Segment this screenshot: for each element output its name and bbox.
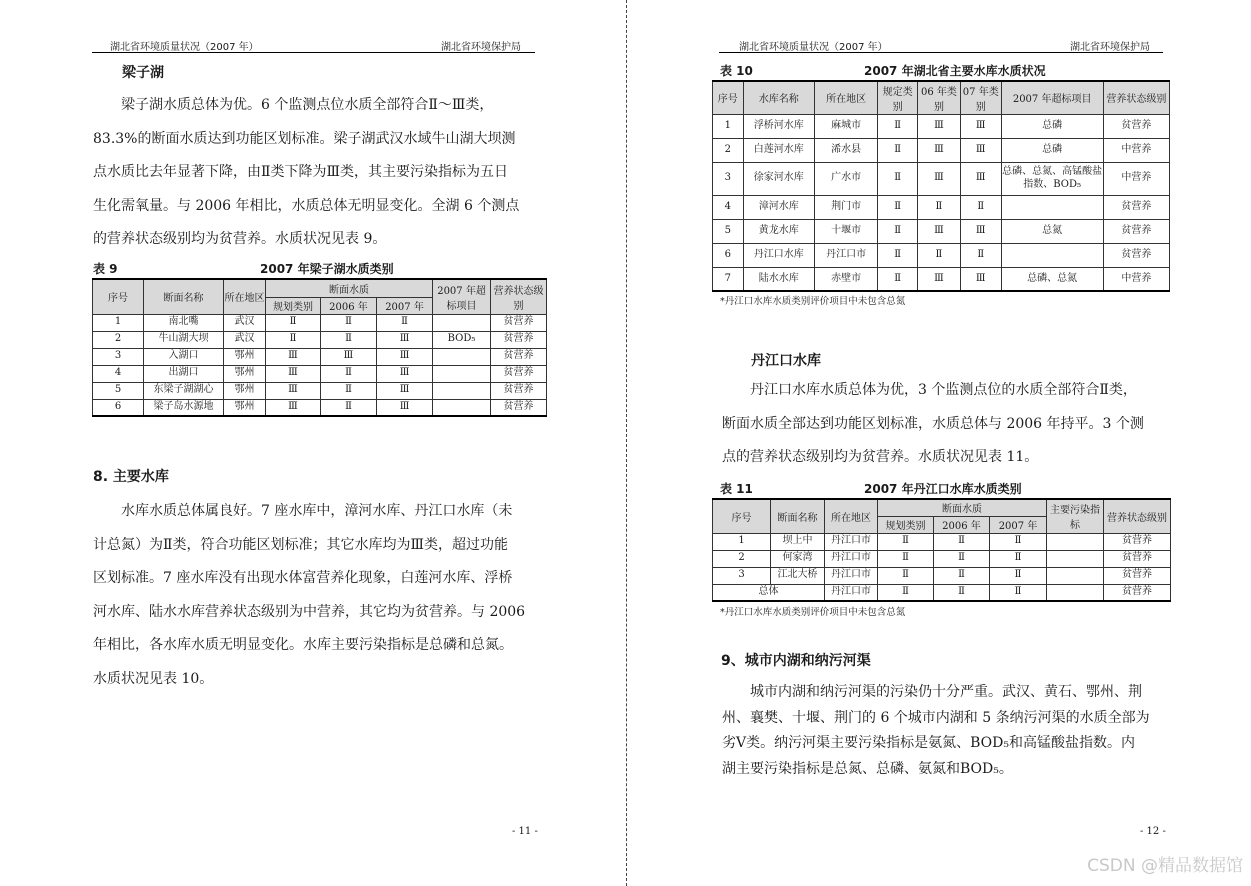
section-title-danjiangkou: 丹江口水库	[751, 353, 821, 369]
table-cell: 贫营养	[1103, 195, 1169, 219]
col-header-exceed: 2007 年超标项目	[433, 279, 491, 314]
table-cell: 梁子岛水源地	[144, 399, 224, 416]
table-9-title: 2007 年梁子湖水质类别	[260, 262, 394, 276]
table-cell: 白莲河水库	[743, 138, 814, 162]
table-cell	[433, 382, 491, 399]
table-cell	[1047, 584, 1104, 601]
table-cell: 贫营养	[491, 314, 547, 331]
table-cell: Ⅲ	[377, 382, 433, 399]
col-header-seq: 序号	[713, 81, 744, 114]
table-11	[712, 498, 1171, 602]
page-divider	[626, 0, 627, 886]
table-cell: Ⅱ	[934, 550, 990, 567]
table-cell: Ⅱ	[960, 195, 1001, 219]
section-title-reservoirs: 8. 主要水库	[93, 469, 169, 485]
paragraph-danjiangkou	[722, 374, 1166, 475]
table-cell: Ⅲ	[918, 138, 961, 162]
table-cell: Ⅲ	[266, 348, 321, 365]
header-rule	[719, 52, 1163, 53]
table-cell: Ⅱ	[934, 533, 990, 550]
table-cell: Ⅲ	[266, 365, 321, 382]
col-header-quality: 断面水质	[878, 499, 1047, 516]
text-line: 年相比，各水库水质无明显变化。水库主要污染指标是总磷和总氮。	[93, 637, 513, 653]
table-cell: 徐家河水库	[743, 162, 814, 195]
text-line: 点水质比去年显著下降，由Ⅱ类下降为Ⅲ类，其主要污染指标为五日	[93, 164, 509, 180]
table-cell: 1	[713, 533, 771, 550]
col-header-trophic: 营养状态级别	[491, 279, 547, 314]
table-cell: Ⅱ	[960, 243, 1001, 267]
table-cell: Ⅱ	[934, 584, 990, 601]
table-cell: 3	[713, 162, 744, 195]
table-cell: 十堰市	[815, 219, 878, 243]
table-cell: Ⅱ	[878, 267, 918, 291]
table-cell: 何家湾	[771, 550, 825, 567]
table-cell: Ⅲ	[377, 399, 433, 416]
col-header-seq: 序号	[713, 499, 771, 533]
table-cell: 贫营养	[1103, 243, 1169, 267]
page-number: - 12 -	[1140, 826, 1166, 837]
table-cell: 广水市	[815, 162, 878, 195]
table-row	[713, 533, 1171, 550]
col-header-area: 所在地区	[224, 279, 266, 314]
table-cell: 中营养	[1103, 162, 1169, 195]
table-row	[713, 195, 1170, 219]
table-11-title: 2007 年丹江口水库水质类别	[864, 482, 1022, 496]
table-row	[713, 114, 1170, 138]
table-cell: Ⅱ	[321, 331, 377, 348]
text-line: 83.3%的断面水质达到功能区划标准。梁子湖武汉水域牛山湖大坝测	[93, 130, 516, 147]
text-line: 丹江口水库水质总体为优，3 个监测点位的水质全部符合Ⅱ类，	[750, 382, 1137, 398]
table-cell: Ⅱ	[990, 584, 1047, 601]
col-header-quality: 断面水质	[266, 279, 433, 297]
table-cell: Ⅱ	[878, 195, 918, 219]
table-cell: 贫营养	[491, 382, 547, 399]
text-line: 州、襄樊、十堰、荆门的 6 个城市内湖和 5 条纳污河渠的水质全部为	[722, 709, 1150, 726]
table-cell: 2	[713, 138, 744, 162]
table-cell: Ⅲ	[377, 331, 433, 348]
table-cell: Ⅱ	[878, 533, 934, 550]
col-header-trophic: 营养状态级别	[1104, 499, 1171, 533]
table-cell: 坝上中	[771, 533, 825, 550]
table-9-label: 表 9	[93, 262, 118, 276]
table-cell	[1001, 243, 1103, 267]
table-cell: Ⅱ	[321, 382, 377, 399]
table-row	[713, 550, 1171, 567]
text-line: 水库水质总体属良好。7 座水库中，漳河水库、丹江口水库（未	[121, 503, 513, 519]
table-cell: BOD₅	[433, 331, 491, 348]
col-header-name: 断面名称	[771, 499, 825, 533]
header-title: 湖北省环境质量状况（2007 年）	[110, 42, 259, 53]
col-header-06: 06 年类别	[918, 81, 961, 114]
header-title: 湖北省环境质量状况（2007 年）	[739, 42, 888, 53]
text-line: 断面水质全部达到功能区划标准，水质总体与 2006 年持平。3 个测	[722, 415, 1144, 432]
table-cell: Ⅲ	[377, 348, 433, 365]
table-cell	[1001, 195, 1103, 219]
text-line: 区划标准。7 座水库没有出现水体富营养化现象，白莲河水库、浮桥	[93, 570, 513, 586]
table-cell: Ⅲ	[960, 267, 1001, 291]
table-row	[93, 314, 547, 331]
col-header-area: 所在地区	[815, 81, 878, 114]
table-row	[93, 365, 547, 382]
table-row	[713, 138, 1170, 162]
table-cell: Ⅲ	[918, 267, 961, 291]
table-row	[713, 219, 1170, 243]
table-cell: 5	[713, 219, 744, 243]
col-header-2007: 2007 年	[990, 516, 1047, 533]
table-cell: 丹江口市	[815, 243, 878, 267]
table-cell: 贫营养	[1104, 533, 1171, 550]
table-cell: Ⅲ	[918, 114, 961, 138]
table-cell: Ⅲ	[960, 114, 1001, 138]
table-11-label: 表 11	[720, 482, 753, 496]
col-header-2006: 2006 年	[321, 297, 377, 314]
table-cell: 贫营养	[1104, 567, 1171, 584]
paragraph-liangzi-lake	[93, 89, 537, 257]
table-cell: 武汉	[224, 314, 266, 331]
table-cell: 鄂州	[224, 348, 266, 365]
table-cell: Ⅱ	[266, 331, 321, 348]
table-cell: 陆水水库	[743, 267, 814, 291]
table-cell: 总氮	[1001, 219, 1103, 243]
header-publisher: 湖北省环境保护局	[1070, 42, 1150, 53]
table-cell: Ⅱ	[990, 567, 1047, 584]
table-cell: Ⅲ	[377, 365, 433, 382]
col-header-planned: 规划类别	[878, 516, 934, 533]
text-line: 水质状况见表 10。	[93, 670, 214, 687]
table-cell: 出湖口	[144, 365, 224, 382]
table-row	[93, 382, 547, 399]
paragraph-urban-lakes	[722, 680, 1166, 782]
table-10-label: 表 10	[720, 64, 753, 78]
table-row	[93, 348, 547, 365]
col-header-name: 断面名称	[144, 279, 224, 314]
table-cell: 荆门市	[815, 195, 878, 219]
paragraph-reservoirs	[93, 495, 537, 696]
table-cell: Ⅱ	[878, 162, 918, 195]
table-cell: 总磷	[1001, 114, 1103, 138]
table-cell: 贫营养	[1103, 219, 1169, 243]
table-cell: Ⅲ	[918, 219, 961, 243]
table-10	[712, 80, 1170, 292]
col-header-2007: 2007 年	[377, 297, 433, 314]
table-cell: 1	[93, 314, 144, 331]
right-page	[628, 0, 1251, 886]
table-cell: 4	[93, 365, 144, 382]
table-cell: 贫营养	[1104, 584, 1171, 601]
table-cell: 浠水县	[815, 138, 878, 162]
col-header-trophic: 营养状态级别	[1103, 81, 1169, 114]
col-header-2006: 2006 年	[934, 516, 990, 533]
table-cell: 中营养	[1103, 267, 1169, 291]
table-cell: Ⅲ	[918, 162, 961, 195]
table-cell: 牛山湖大坝	[144, 331, 224, 348]
text-line: 劣Ⅴ类。纳污河渠主要污染指标是氨氮、BOD₅和高锰酸盐指数。内	[722, 735, 1135, 751]
table-cell: 鄂州	[224, 382, 266, 399]
table-cell: Ⅱ	[878, 219, 918, 243]
table-cell: 贫营养	[491, 399, 547, 416]
table-cell: 2	[93, 331, 144, 348]
table-cell: Ⅲ	[266, 399, 321, 416]
table-cell: 贫营养	[1104, 550, 1171, 567]
table-cell: Ⅱ	[321, 365, 377, 382]
table-cell: 贫营养	[491, 348, 547, 365]
table-cell: Ⅱ	[918, 243, 961, 267]
table-cell: 1	[713, 114, 744, 138]
table-cell: 武汉	[224, 331, 266, 348]
table-cell: 鄂州	[224, 365, 266, 382]
table-cell: Ⅱ	[918, 195, 961, 219]
header-publisher: 湖北省环境保护局	[441, 42, 521, 53]
table-cell: 贫营养	[1103, 114, 1169, 138]
table-cell: 3	[93, 348, 144, 365]
table-cell: Ⅱ	[321, 399, 377, 416]
table-cell: Ⅲ	[266, 382, 321, 399]
table-cell	[1047, 567, 1104, 584]
table-cell: 总磷	[1001, 138, 1103, 162]
table-cell: 南北嘴	[144, 314, 224, 331]
table-cell: 3	[713, 567, 771, 584]
table-cell: Ⅲ	[960, 219, 1001, 243]
table-cell: 江北大桥	[771, 567, 825, 584]
table-cell: Ⅲ	[960, 162, 1001, 195]
text-line: 点的营养状态级别均为贫营养。水质状况见表 11。	[722, 449, 1039, 465]
text-line: 河水库、陆水水库营养状态级别为中营养，其它均为贫营养。与 2006	[93, 603, 526, 620]
table-row	[713, 567, 1171, 584]
table-cell: Ⅱ	[266, 314, 321, 331]
table-10-title: 2007 年湖北省主要水库水质状况	[864, 64, 1046, 78]
table-cell	[433, 314, 491, 331]
table-row	[713, 162, 1170, 195]
table-cell: Ⅱ	[377, 314, 433, 331]
table-cell: 丹江口市	[825, 550, 878, 567]
table-cell: 赤壁市	[815, 267, 878, 291]
table-row	[93, 331, 547, 348]
table-cell: 黄龙水库	[743, 219, 814, 243]
watermark: CSDN @精品数据馆	[1087, 856, 1243, 876]
table-11-note: *丹江口水库水质类别评价项目中未包含总氮	[720, 607, 906, 618]
left-page	[0, 0, 625, 886]
table-cell: 东梁子湖湖心	[144, 382, 224, 399]
page-number: - 11 -	[512, 826, 538, 837]
table-cell: 5	[93, 382, 144, 399]
table-cell: 漳河水库	[743, 195, 814, 219]
table-cell: 4	[713, 195, 744, 219]
table-cell: 丹江口市	[825, 584, 878, 601]
table-cell: Ⅱ	[990, 550, 1047, 567]
table-cell: Ⅱ	[878, 138, 918, 162]
table-cell: Ⅲ	[321, 348, 377, 365]
table-cell	[433, 399, 491, 416]
col-header-name: 水库名称	[743, 81, 814, 114]
table-cell: 总体	[713, 584, 825, 601]
col-header-planned: 规定类别	[878, 81, 918, 114]
table-cell: 贫营养	[491, 331, 547, 348]
col-header-07: 07 年类别	[960, 81, 1001, 114]
table-cell: 2	[713, 550, 771, 567]
table-cell: 入湖口	[144, 348, 224, 365]
table-cell: 丹江口市	[825, 533, 878, 550]
table-cell	[1047, 550, 1104, 567]
table-cell: Ⅱ	[990, 533, 1047, 550]
table-total-row	[713, 584, 1171, 601]
col-header-exceed: 2007 年超标项目	[1001, 81, 1103, 114]
col-header-seq: 序号	[93, 279, 144, 314]
table-cell: 鄂州	[224, 399, 266, 416]
table-cell: 丹江口水库	[743, 243, 814, 267]
table-cell: 7	[713, 267, 744, 291]
text-line: 湖主要污染指标是总氮、总磷、氨氮和BOD₅。	[722, 760, 1013, 777]
table-cell: Ⅱ	[878, 550, 934, 567]
text-line: 生化需氧量。与 2006 年相比，水质总体无明显变化。全湖 6 个测点	[93, 197, 520, 214]
table-10-note: *丹江口水库水质类别评价项目中未包含总氮	[720, 296, 906, 307]
table-cell: 麻城市	[815, 114, 878, 138]
table-cell: 丹江口市	[825, 567, 878, 584]
table-cell	[1047, 533, 1104, 550]
table-cell	[433, 365, 491, 382]
table-cell: Ⅲ	[960, 138, 1001, 162]
table-row	[93, 399, 547, 416]
table-row	[713, 267, 1170, 291]
table-cell: Ⅱ	[321, 314, 377, 331]
section-title-urban-lakes: 9、城市内湖和纳污河渠	[721, 653, 871, 669]
text-line: 城市内湖和纳污河渠的污染仍十分严重。武汉、黄石、鄂州、荆	[750, 684, 1142, 700]
text-line: 计总氮）为Ⅱ类，符合功能区划标准；其它水库均为Ⅲ类，超过功能	[93, 536, 509, 553]
table-cell	[433, 348, 491, 365]
col-header-main-pollutant: 主要污染指标	[1047, 499, 1104, 533]
table-cell: Ⅱ	[878, 114, 918, 138]
table-cell: Ⅱ	[878, 243, 918, 267]
table-row	[713, 243, 1170, 267]
table-cell: Ⅱ	[878, 584, 934, 601]
table-cell: 贫营养	[491, 365, 547, 382]
table-cell: Ⅱ	[878, 567, 934, 584]
table-9	[92, 278, 547, 417]
table-cell: 总磷、总氮、高锰酸盐指数、BOD₅	[1001, 162, 1103, 195]
section-title-liangzi-lake: 梁子湖	[122, 65, 164, 81]
text-line: 的营养状态级别均为贫营养。水质状况见表 9。	[93, 231, 387, 247]
text-line: 梁子湖水质总体为优。6 个监测点位水质全部符合Ⅱ～Ⅲ类，	[121, 97, 494, 113]
table-cell: 6	[713, 243, 744, 267]
table-cell: Ⅱ	[934, 567, 990, 584]
table-cell: 浮桥河水库	[743, 114, 814, 138]
header-rule	[92, 52, 535, 53]
col-header-planned: 规划类别	[266, 297, 321, 314]
col-header-area: 所在地区	[825, 499, 878, 533]
table-cell: 中营养	[1103, 138, 1169, 162]
table-cell: 6	[93, 399, 144, 416]
table-cell: 总磷、总氮	[1001, 267, 1103, 291]
